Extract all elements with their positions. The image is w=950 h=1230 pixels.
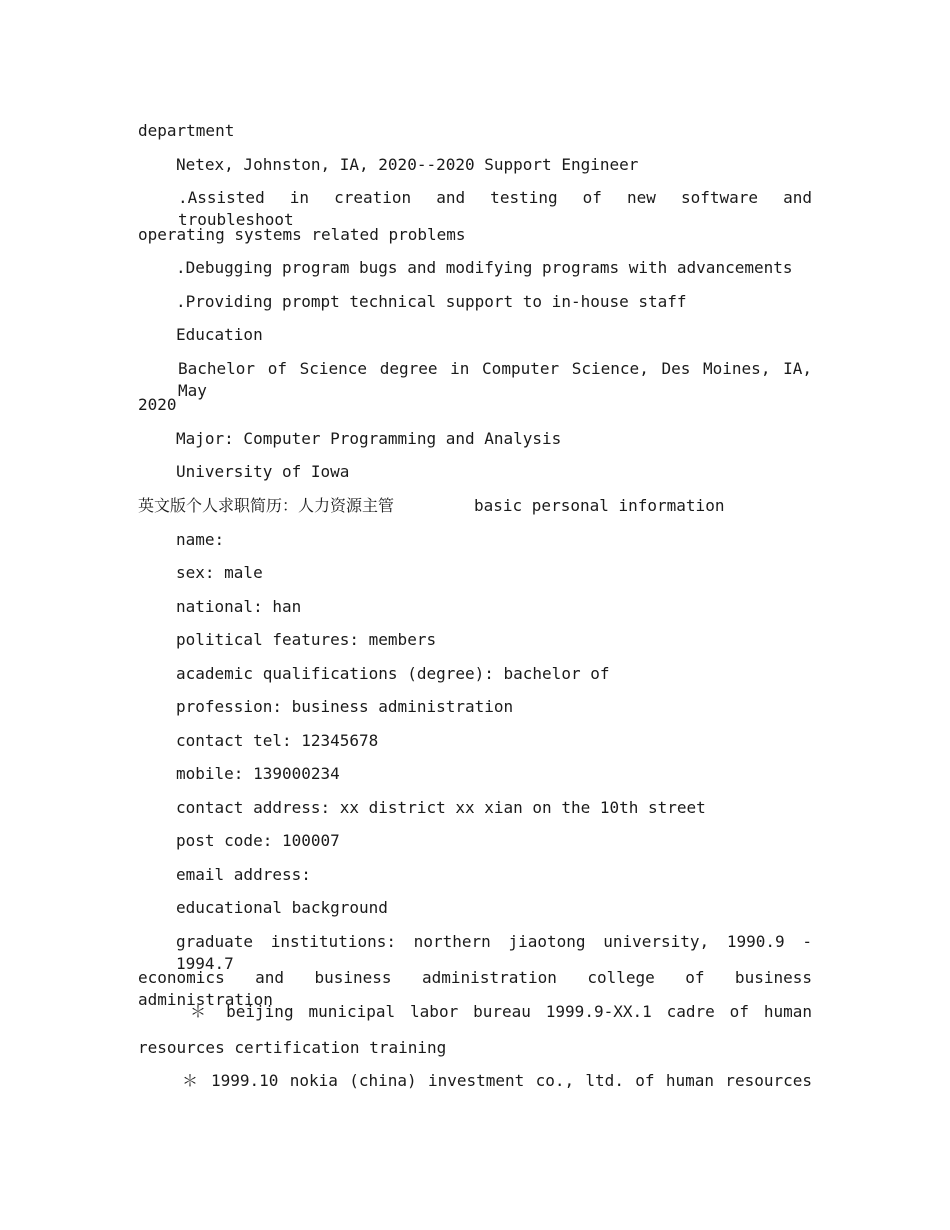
bullet-line: .Providing prompt technical support to in-house staff <box>176 292 687 311</box>
text-line: operating systems related problems <box>138 225 466 244</box>
bullet-line: ＊ beijing municipal labor bureau 1999.9-XX.1 cadre of human <box>190 1002 813 1021</box>
text-line: graduate institutions: northern jiaotong university, 1990.9 - 1994.7 <box>176 932 812 973</box>
section-heading: educational background <box>176 898 388 917</box>
section-heading: Education <box>176 325 263 344</box>
bullet-line: .Assisted in creation and testing of new software and troubleshoot <box>178 188 812 229</box>
resume-title: 英文版个人求职简历：人力资源主管 <box>138 496 395 515</box>
text-line: economics and business administration college of business administration <box>138 968 812 1009</box>
text-line: Bachelor of Science degree in Computer Science, Des Moines, IA, May <box>178 359 812 400</box>
section-heading: basic personal information <box>474 496 725 515</box>
info-line: sex: male <box>176 563 263 582</box>
text-line: 2020 <box>138 395 177 414</box>
info-line: contact tel: 12345678 <box>176 731 379 750</box>
info-line: post code: 100007 <box>176 831 340 850</box>
info-line: email address: <box>176 865 311 884</box>
text-line: Major: Computer Programming and Analysis <box>176 429 562 448</box>
info-line: name: <box>176 530 225 549</box>
text-line: University of Iowa <box>176 462 350 481</box>
text-line: resources certification training <box>138 1038 447 1057</box>
text-line: department <box>138 121 235 140</box>
info-line: mobile: 139000234 <box>176 764 340 783</box>
info-line: profession: business administration <box>176 697 514 716</box>
job-heading: Netex, Johnston, IA, 2020--2020 Support Engineer <box>176 155 639 174</box>
info-line: political features: members <box>176 630 437 649</box>
bullet-line: ＊ 1999.10 nokia (china) investment co., ltd. of human resources <box>182 1071 812 1090</box>
info-line: academic qualifications (degree): bachelor of <box>176 664 610 683</box>
info-line: contact address: xx district xx xian on the 10th street <box>176 798 706 817</box>
bullet-line: .Debugging program bugs and modifying programs with advancements <box>176 258 793 277</box>
info-line: national: han <box>176 597 302 616</box>
